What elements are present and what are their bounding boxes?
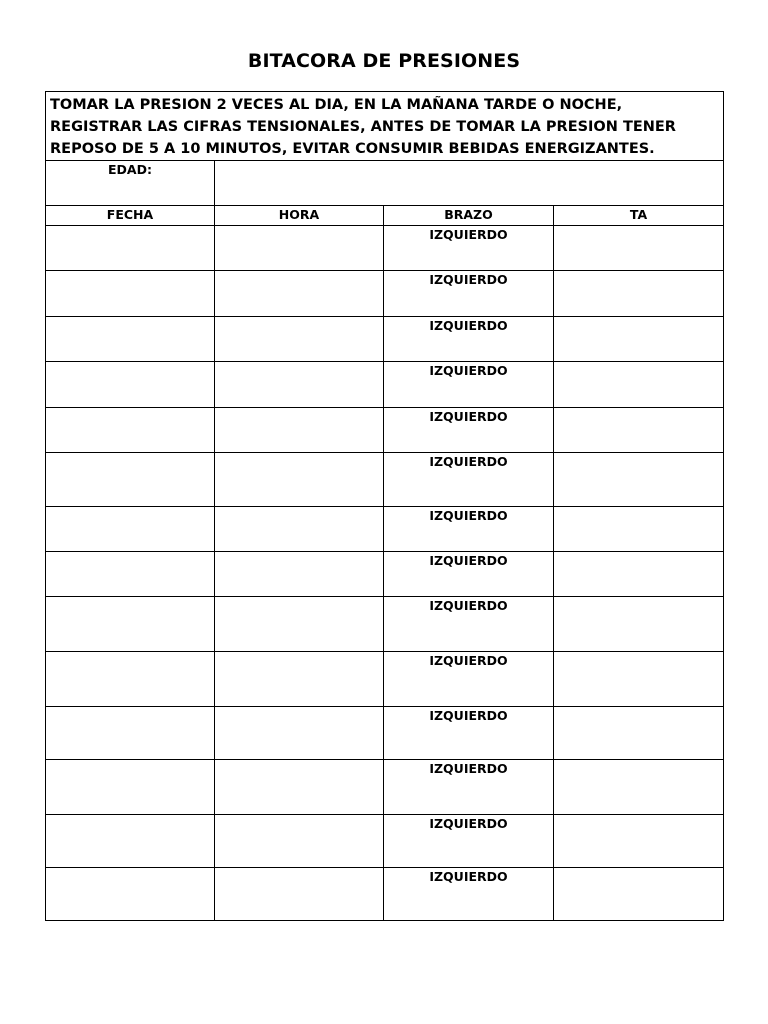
brazo-cell: IZQUIERDO xyxy=(384,226,554,271)
table-row xyxy=(46,868,724,921)
ta-cell[interactable] xyxy=(554,760,724,815)
age-row xyxy=(46,161,724,206)
table-row xyxy=(46,552,724,597)
fecha-cell[interactable] xyxy=(46,815,215,868)
brazo-cell: IZQUIERDO xyxy=(384,597,554,652)
table-row xyxy=(46,815,724,868)
brazo-cell: IZQUIERDO xyxy=(384,707,554,760)
ta-cell[interactable] xyxy=(554,271,724,317)
table-row xyxy=(46,226,724,271)
fecha-cell[interactable] xyxy=(46,652,215,707)
brazo-cell: IZQUIERDO xyxy=(384,652,554,707)
ta-cell[interactable] xyxy=(554,226,724,271)
fecha-cell[interactable] xyxy=(46,707,215,760)
hora-cell[interactable] xyxy=(215,453,384,507)
fecha-cell[interactable] xyxy=(46,453,215,507)
column-header-ta: TA xyxy=(554,206,724,226)
hora-cell[interactable] xyxy=(215,408,384,453)
hora-cell[interactable] xyxy=(215,271,384,317)
table-row xyxy=(46,597,724,652)
brazo-cell: IZQUIERDO xyxy=(384,362,554,408)
table-row xyxy=(46,652,724,707)
hora-cell[interactable] xyxy=(215,317,384,362)
fecha-cell[interactable] xyxy=(46,408,215,453)
ta-cell[interactable] xyxy=(554,552,724,597)
column-header-hora: HORA xyxy=(215,206,384,226)
hora-cell[interactable] xyxy=(215,815,384,868)
ta-cell[interactable] xyxy=(554,652,724,707)
brazo-cell: IZQUIERDO xyxy=(384,317,554,362)
pressure-log-table xyxy=(45,91,724,921)
fecha-cell[interactable] xyxy=(46,507,215,552)
fecha-cell[interactable] xyxy=(46,552,215,597)
brazo-cell: IZQUIERDO xyxy=(384,868,554,921)
ta-cell[interactable] xyxy=(554,317,724,362)
hora-cell[interactable] xyxy=(215,652,384,707)
fecha-cell[interactable] xyxy=(46,868,215,921)
fecha-cell[interactable] xyxy=(46,760,215,815)
column-header-fecha: FECHA xyxy=(46,206,215,226)
instructions-text: TOMAR LA PRESION 2 VECES AL DIA, EN LA MAÑANA TARDE O NOCHE, REGISTRAR LAS CIFRAS TENSIONALES, ANTES DE TOMAR LA PRESION TENER REPOSO DE 5 A 10 MINUTOS, EVITAR CONSUMIR BEBIDAS ENERGIZANTES. xyxy=(46,92,724,161)
instructions-row xyxy=(46,92,724,161)
fecha-cell[interactable] xyxy=(46,226,215,271)
table-row xyxy=(46,317,724,362)
hora-cell[interactable] xyxy=(215,552,384,597)
fecha-cell[interactable] xyxy=(46,597,215,652)
age-field[interactable] xyxy=(215,161,724,206)
ta-cell[interactable] xyxy=(554,507,724,552)
table-row xyxy=(46,362,724,408)
table-row xyxy=(46,707,724,760)
brazo-cell: IZQUIERDO xyxy=(384,815,554,868)
ta-cell[interactable] xyxy=(554,453,724,507)
ta-cell[interactable] xyxy=(554,707,724,760)
hora-cell[interactable] xyxy=(215,597,384,652)
table-row xyxy=(46,760,724,815)
ta-cell[interactable] xyxy=(554,597,724,652)
brazo-cell: IZQUIERDO xyxy=(384,760,554,815)
hora-cell[interactable] xyxy=(215,760,384,815)
hora-cell[interactable] xyxy=(215,362,384,408)
fecha-cell[interactable] xyxy=(46,362,215,408)
hora-cell[interactable] xyxy=(215,707,384,760)
table-row xyxy=(46,408,724,453)
fecha-cell[interactable] xyxy=(46,317,215,362)
ta-cell[interactable] xyxy=(554,868,724,921)
brazo-cell: IZQUIERDO xyxy=(384,552,554,597)
header-row xyxy=(46,206,724,226)
ta-cell[interactable] xyxy=(554,362,724,408)
brazo-cell: IZQUIERDO xyxy=(384,271,554,317)
table-row xyxy=(46,271,724,317)
hora-cell[interactable] xyxy=(215,868,384,921)
column-header-brazo: BRAZO xyxy=(384,206,554,226)
hora-cell[interactable] xyxy=(215,507,384,552)
document-title: BITACORA DE PRESIONES xyxy=(247,50,521,72)
ta-cell[interactable] xyxy=(554,815,724,868)
table-row xyxy=(46,453,724,507)
fecha-cell[interactable] xyxy=(46,271,215,317)
brazo-cell: IZQUIERDO xyxy=(384,507,554,552)
brazo-cell: IZQUIERDO xyxy=(384,453,554,507)
ta-cell[interactable] xyxy=(554,408,724,453)
hora-cell[interactable] xyxy=(215,226,384,271)
table-row xyxy=(46,507,724,552)
age-label: EDAD: xyxy=(46,161,215,206)
brazo-cell: IZQUIERDO xyxy=(384,408,554,453)
